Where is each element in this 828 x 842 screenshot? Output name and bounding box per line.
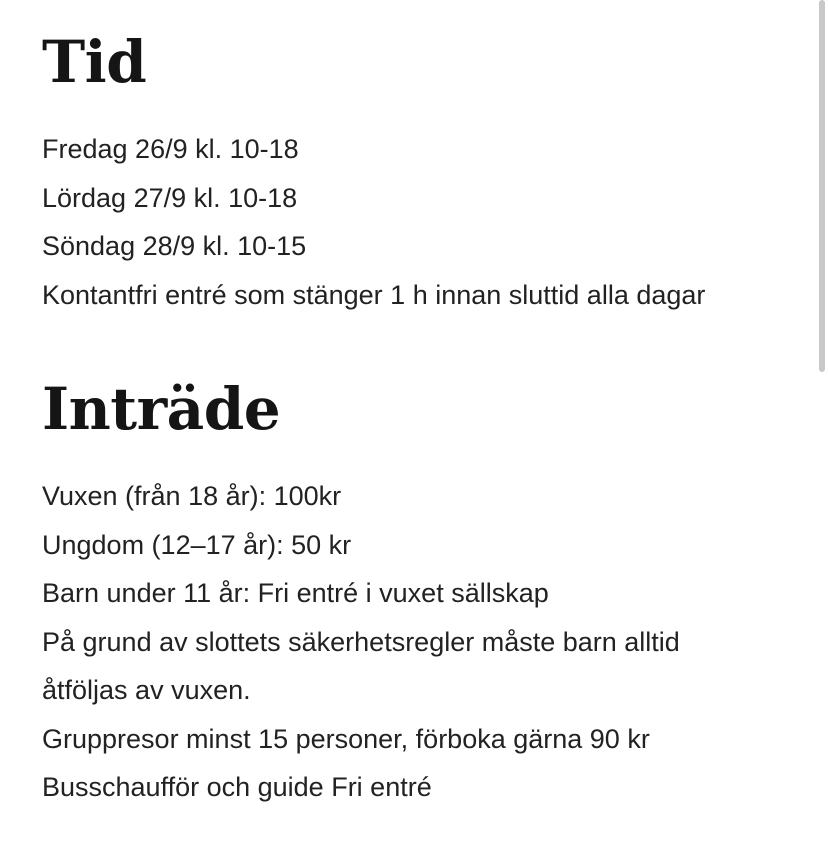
section-heading-admission: Inträde [42, 375, 281, 443]
time-line-entry-note: Kontantfri entré som stänger 1 h innan sluttid alla dagar [42, 279, 706, 310]
scrollbar-thumb[interactable] [819, 0, 825, 372]
time-line-sunday: Söndag 28/9 kl. 10-15 [42, 231, 307, 261]
section-admission [42, 375, 802, 812]
admission-line-safety-rule-cont: åtföljas av vuxen. [42, 675, 251, 705]
time-line-friday: Fredag 26/9 kl. 10-18 [42, 134, 299, 164]
admission-list [42, 472, 802, 812]
admission-line-child: Barn under 11 år: Fri entré i vuxet sällskap [42, 578, 549, 608]
admission-line-youth: Ungdom (12–17 år): 50 kr [42, 529, 352, 560]
scrollbar[interactable] [816, 0, 828, 842]
section-heading-time: Tid [42, 28, 147, 96]
admission-line-bus-driver: Busschaufför och guide Fri entré [42, 772, 432, 802]
page-content [42, 0, 802, 812]
section-time [42, 0, 802, 319]
admission-line-adult: Vuxen (från 18 år): 100kr [42, 481, 342, 511]
admission-line-groups: Gruppresor minst 15 personer, förboka gärna 90 kr [42, 723, 650, 754]
time-line-saturday: Lördag 27/9 kl. 10-18 [42, 182, 298, 213]
admission-line-safety-rule: På grund av slottets säkerhetsregler måste barn alltid [42, 626, 680, 657]
time-list [42, 125, 802, 319]
